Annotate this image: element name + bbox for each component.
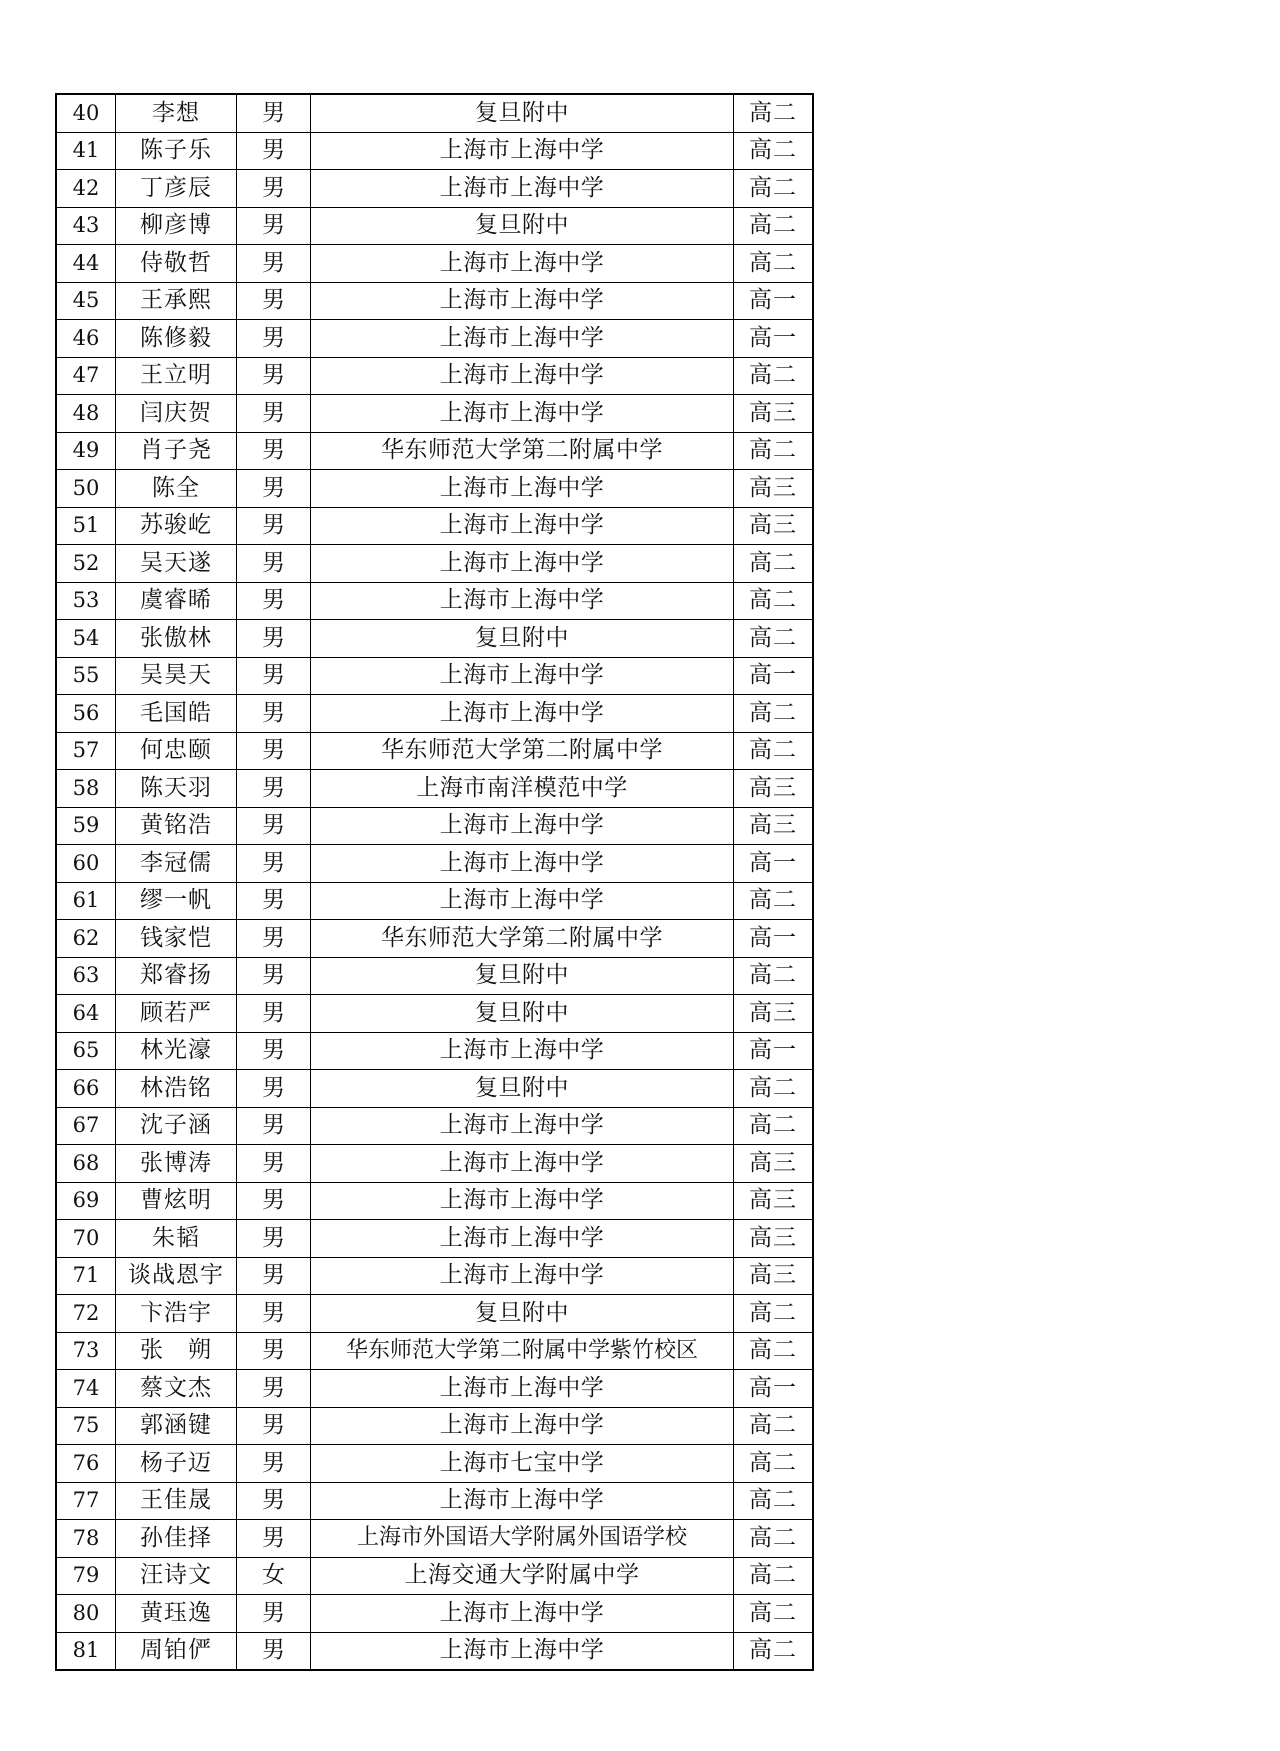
- table-row: [56, 207, 813, 245]
- row-number-cell: 48: [56, 395, 116, 433]
- table-row: [56, 1220, 813, 1258]
- table-row: [56, 1070, 813, 1108]
- row-number-cell: 69: [56, 1182, 116, 1220]
- student-name-cell: 张博涛: [116, 1145, 237, 1183]
- school-cell: 上海市上海中学: [311, 395, 734, 433]
- student-name-cell: 孙佳择: [116, 1520, 237, 1558]
- table-row: [56, 770, 813, 808]
- grade-cell: 高二: [734, 132, 814, 170]
- table-row: [56, 1370, 813, 1408]
- student-name-cell: 王立明: [116, 357, 237, 395]
- school-cell: 复旦附中: [311, 94, 734, 132]
- gender-cell: 男: [237, 657, 311, 695]
- row-number-cell: 65: [56, 1032, 116, 1070]
- row-number-cell: 67: [56, 1107, 116, 1145]
- table-row: [56, 957, 813, 995]
- gender-cell: 男: [237, 1107, 311, 1145]
- school-cell: 上海市上海中学: [311, 320, 734, 358]
- student-name-cell: 何忠颐: [116, 732, 237, 770]
- gender-cell: 男: [237, 620, 311, 658]
- row-number-cell: 52: [56, 545, 116, 583]
- gender-cell: 男: [237, 732, 311, 770]
- gender-cell: 男: [237, 695, 311, 733]
- table-row: [56, 695, 813, 733]
- student-name-cell: 汪诗文: [116, 1557, 237, 1595]
- school-cell: 上海市上海中学: [311, 282, 734, 320]
- row-number-cell: 50: [56, 470, 116, 508]
- gender-cell: 男: [237, 1520, 311, 1558]
- grade-cell: 高二: [734, 582, 814, 620]
- row-number-cell: 75: [56, 1407, 116, 1445]
- row-number-cell: 47: [56, 357, 116, 395]
- grade-cell: 高二: [734, 170, 814, 208]
- row-number-cell: 51: [56, 507, 116, 545]
- student-name-cell: 王佳晟: [116, 1482, 237, 1520]
- roster-body: [56, 94, 813, 1670]
- row-number-cell: 54: [56, 620, 116, 658]
- table-row: [56, 1520, 813, 1558]
- grade-cell: 高一: [734, 1370, 814, 1408]
- grade-cell: 高三: [734, 1257, 814, 1295]
- student-name-cell: 闫庆贺: [116, 395, 237, 433]
- gender-cell: 男: [237, 94, 311, 132]
- gender-cell: 男: [237, 507, 311, 545]
- school-cell: 上海市上海中学: [311, 1482, 734, 1520]
- gender-cell: 男: [237, 1370, 311, 1408]
- table-row: [56, 1482, 813, 1520]
- row-number-cell: 56: [56, 695, 116, 733]
- gender-cell: 男: [237, 1220, 311, 1258]
- gender-cell: 男: [237, 882, 311, 920]
- row-number-cell: 44: [56, 245, 116, 283]
- school-cell: 上海市上海中学: [311, 845, 734, 883]
- student-name-cell: 钱家恺: [116, 920, 237, 958]
- student-name-cell: 朱韬: [116, 1220, 237, 1258]
- table-row: [56, 1182, 813, 1220]
- gender-cell: 男: [237, 1145, 311, 1183]
- student-name-cell: 丁彦辰: [116, 170, 237, 208]
- school-cell: 上海市上海中学: [311, 582, 734, 620]
- table-row: [56, 845, 813, 883]
- grade-cell: 高三: [734, 770, 814, 808]
- school-cell: 上海交通大学附属中学: [311, 1557, 734, 1595]
- grade-cell: 高二: [734, 732, 814, 770]
- gender-cell: 男: [237, 395, 311, 433]
- table-row: [56, 1445, 813, 1483]
- gender-cell: 男: [237, 770, 311, 808]
- school-cell: 上海市上海中学: [311, 545, 734, 583]
- grade-cell: 高二: [734, 620, 814, 658]
- table-row: [56, 357, 813, 395]
- grade-cell: 高一: [734, 657, 814, 695]
- school-cell: 华东师范大学第二附属中学: [311, 732, 734, 770]
- student-name-cell: 王承熙: [116, 282, 237, 320]
- grade-cell: 高二: [734, 1520, 814, 1558]
- grade-cell: 高一: [734, 920, 814, 958]
- grade-cell: 高三: [734, 807, 814, 845]
- student-name-cell: 郑睿扬: [116, 957, 237, 995]
- student-name-cell: 柳彦博: [116, 207, 237, 245]
- school-cell: 上海市上海中学: [311, 1032, 734, 1070]
- grade-cell: 高二: [734, 1557, 814, 1595]
- grade-cell: 高三: [734, 1182, 814, 1220]
- school-cell: 上海市外国语大学附属外国语学校: [311, 1520, 734, 1558]
- gender-cell: 男: [237, 1332, 311, 1370]
- row-number-cell: 66: [56, 1070, 116, 1108]
- table-row: [56, 1257, 813, 1295]
- student-name-cell: 陈子乐: [116, 132, 237, 170]
- row-number-cell: 58: [56, 770, 116, 808]
- table-row: [56, 1032, 813, 1070]
- table-row: [56, 920, 813, 958]
- grade-cell: 高二: [734, 1407, 814, 1445]
- gender-cell: 男: [237, 1407, 311, 1445]
- table-row: [56, 995, 813, 1033]
- grade-cell: 高二: [734, 94, 814, 132]
- gender-cell: 男: [237, 320, 311, 358]
- table-row: [56, 1145, 813, 1183]
- school-cell: 复旦附中: [311, 620, 734, 658]
- row-number-cell: 55: [56, 657, 116, 695]
- table-row: [56, 245, 813, 283]
- student-name-cell: 黄珏逸: [116, 1595, 237, 1633]
- school-cell: 复旦附中: [311, 1295, 734, 1333]
- student-name-cell: 黄铭浩: [116, 807, 237, 845]
- row-number-cell: 59: [56, 807, 116, 845]
- student-name-cell: 顾若严: [116, 995, 237, 1033]
- grade-cell: 高三: [734, 470, 814, 508]
- row-number-cell: 77: [56, 1482, 116, 1520]
- school-cell: 复旦附中: [311, 957, 734, 995]
- gender-cell: 男: [237, 432, 311, 470]
- grade-cell: 高二: [734, 207, 814, 245]
- student-name-cell: 侍敬哲: [116, 245, 237, 283]
- row-number-cell: 46: [56, 320, 116, 358]
- school-cell: 上海市七宝中学: [311, 1445, 734, 1483]
- student-name-cell: 李想: [116, 94, 237, 132]
- school-cell: 华东师范大学第二附属中学: [311, 432, 734, 470]
- table-row: [56, 1332, 813, 1370]
- gender-cell: 男: [237, 282, 311, 320]
- row-number-cell: 62: [56, 920, 116, 958]
- grade-cell: 高一: [734, 282, 814, 320]
- student-name-cell: 谈战恩宇: [116, 1257, 237, 1295]
- table-row: [56, 132, 813, 170]
- gender-cell: 男: [237, 132, 311, 170]
- gender-cell: 男: [237, 1445, 311, 1483]
- row-number-cell: 68: [56, 1145, 116, 1183]
- table-row: [56, 507, 813, 545]
- grade-cell: 高二: [734, 882, 814, 920]
- table-row: [56, 470, 813, 508]
- school-cell: 上海市上海中学: [311, 1632, 734, 1670]
- student-name-cell: 李冠儒: [116, 845, 237, 883]
- row-number-cell: 63: [56, 957, 116, 995]
- table-row: [56, 620, 813, 658]
- row-number-cell: 41: [56, 132, 116, 170]
- student-name-cell: 陈天羽: [116, 770, 237, 808]
- student-name-cell: 吴天遂: [116, 545, 237, 583]
- school-cell: 上海市上海中学: [311, 695, 734, 733]
- gender-cell: 男: [237, 1070, 311, 1108]
- gender-cell: 男: [237, 1482, 311, 1520]
- student-name-cell: 肖子尧: [116, 432, 237, 470]
- table-row: [56, 882, 813, 920]
- grade-cell: 高三: [734, 507, 814, 545]
- gender-cell: 男: [237, 807, 311, 845]
- school-cell: 上海市上海中学: [311, 1370, 734, 1408]
- student-name-cell: 毛国皓: [116, 695, 237, 733]
- grade-cell: 高二: [734, 1595, 814, 1633]
- row-number-cell: 49: [56, 432, 116, 470]
- grade-cell: 高一: [734, 845, 814, 883]
- grade-cell: 高一: [734, 320, 814, 358]
- row-number-cell: 80: [56, 1595, 116, 1633]
- gender-cell: 男: [237, 1295, 311, 1333]
- school-cell: 复旦附中: [311, 207, 734, 245]
- grade-cell: 高二: [734, 695, 814, 733]
- table-row: [56, 1595, 813, 1633]
- grade-cell: 高二: [734, 245, 814, 283]
- school-cell: 上海市上海中学: [311, 170, 734, 208]
- row-number-cell: 40: [56, 94, 116, 132]
- table-row: [56, 395, 813, 433]
- school-cell: 上海市上海中学: [311, 882, 734, 920]
- school-cell: 华东师范大学第二附属中学: [311, 920, 734, 958]
- school-cell: 上海市上海中学: [311, 1595, 734, 1633]
- row-number-cell: 57: [56, 732, 116, 770]
- school-cell: 上海市上海中学: [311, 1407, 734, 1445]
- table-row: [56, 1107, 813, 1145]
- school-cell: 上海市上海中学: [311, 132, 734, 170]
- gender-cell: 男: [237, 245, 311, 283]
- row-number-cell: 73: [56, 1332, 116, 1370]
- row-number-cell: 74: [56, 1370, 116, 1408]
- school-cell: 上海市上海中学: [311, 657, 734, 695]
- student-name-cell: 吴昊天: [116, 657, 237, 695]
- student-name-cell: 杨子迈: [116, 1445, 237, 1483]
- table-row: [56, 1557, 813, 1595]
- grade-cell: 高二: [734, 1632, 814, 1670]
- school-cell: 上海市上海中学: [311, 1257, 734, 1295]
- school-cell: 复旦附中: [311, 1070, 734, 1108]
- school-cell: 复旦附中: [311, 995, 734, 1033]
- gender-cell: 男: [237, 1032, 311, 1070]
- table-row: [56, 582, 813, 620]
- grade-cell: 高二: [734, 1332, 814, 1370]
- row-number-cell: 78: [56, 1520, 116, 1558]
- grade-cell: 高二: [734, 1482, 814, 1520]
- grade-cell: 高一: [734, 1032, 814, 1070]
- gender-cell: 男: [237, 357, 311, 395]
- table-row: [56, 170, 813, 208]
- row-number-cell: 53: [56, 582, 116, 620]
- row-number-cell: 42: [56, 170, 116, 208]
- gender-cell: 男: [237, 207, 311, 245]
- school-cell: 上海市上海中学: [311, 807, 734, 845]
- table-row: [56, 320, 813, 358]
- student-name-cell: 缪一帆: [116, 882, 237, 920]
- student-name-cell: 周铂俨: [116, 1632, 237, 1670]
- student-name-cell: 林光濠: [116, 1032, 237, 1070]
- student-roster-table: [55, 93, 814, 1671]
- grade-cell: 高三: [734, 1220, 814, 1258]
- grade-cell: 高二: [734, 1107, 814, 1145]
- table-row: [56, 657, 813, 695]
- grade-cell: 高三: [734, 395, 814, 433]
- table-row: [56, 1632, 813, 1670]
- student-name-cell: 林浩铭: [116, 1070, 237, 1108]
- student-name-cell: 郭涵键: [116, 1407, 237, 1445]
- student-name-cell: 卞浩宇: [116, 1295, 237, 1333]
- gender-cell: 男: [237, 170, 311, 208]
- student-name-cell: 蔡文杰: [116, 1370, 237, 1408]
- grade-cell: 高二: [734, 957, 814, 995]
- row-number-cell: 43: [56, 207, 116, 245]
- table-row: [56, 1295, 813, 1333]
- gender-cell: 男: [237, 845, 311, 883]
- table-row: [56, 94, 813, 132]
- row-number-cell: 70: [56, 1220, 116, 1258]
- school-cell: 上海市上海中学: [311, 470, 734, 508]
- school-cell: 上海市上海中学: [311, 1220, 734, 1258]
- row-number-cell: 72: [56, 1295, 116, 1333]
- school-cell: 上海市南洋模范中学: [311, 770, 734, 808]
- row-number-cell: 64: [56, 995, 116, 1033]
- row-number-cell: 60: [56, 845, 116, 883]
- grade-cell: 高二: [734, 432, 814, 470]
- gender-cell: 男: [237, 545, 311, 583]
- school-cell: 上海市上海中学: [311, 507, 734, 545]
- row-number-cell: 71: [56, 1257, 116, 1295]
- school-cell: 华东师范大学第二附属中学紫竹校区: [311, 1332, 734, 1370]
- row-number-cell: 76: [56, 1445, 116, 1483]
- row-number-cell: 79: [56, 1557, 116, 1595]
- row-number-cell: 45: [56, 282, 116, 320]
- school-cell: 上海市上海中学: [311, 1145, 734, 1183]
- gender-cell: 男: [237, 470, 311, 508]
- table-row: [56, 432, 813, 470]
- table-row: [56, 807, 813, 845]
- grade-cell: 高二: [734, 545, 814, 583]
- student-name-cell: 曹炫明: [116, 1182, 237, 1220]
- gender-cell: 男: [237, 995, 311, 1033]
- table-row: [56, 1407, 813, 1445]
- grade-cell: 高二: [734, 1295, 814, 1333]
- student-name-cell: 沈子涵: [116, 1107, 237, 1145]
- school-cell: 上海市上海中学: [311, 1107, 734, 1145]
- grade-cell: 高三: [734, 995, 814, 1033]
- row-number-cell: 61: [56, 882, 116, 920]
- table-row: [56, 732, 813, 770]
- gender-cell: 男: [237, 1257, 311, 1295]
- school-cell: 上海市上海中学: [311, 357, 734, 395]
- gender-cell: 男: [237, 1182, 311, 1220]
- school-cell: 上海市上海中学: [311, 245, 734, 283]
- table-row: [56, 282, 813, 320]
- gender-cell: 男: [237, 957, 311, 995]
- gender-cell: 男: [237, 582, 311, 620]
- gender-cell: 女: [237, 1557, 311, 1595]
- grade-cell: 高二: [734, 1070, 814, 1108]
- grade-cell: 高二: [734, 357, 814, 395]
- student-name-cell: 陈全: [116, 470, 237, 508]
- grade-cell: 高二: [734, 1445, 814, 1483]
- table-row: [56, 545, 813, 583]
- gender-cell: 男: [237, 1632, 311, 1670]
- student-name-cell: 虞睿晞: [116, 582, 237, 620]
- student-name-cell: 陈修毅: [116, 320, 237, 358]
- row-number-cell: 81: [56, 1632, 116, 1670]
- school-cell: 上海市上海中学: [311, 1182, 734, 1220]
- gender-cell: 男: [237, 1595, 311, 1633]
- student-name-cell: 张 朔: [116, 1332, 237, 1370]
- student-name-cell: 苏骏屹: [116, 507, 237, 545]
- gender-cell: 男: [237, 920, 311, 958]
- grade-cell: 高三: [734, 1145, 814, 1183]
- student-name-cell: 张傲林: [116, 620, 237, 658]
